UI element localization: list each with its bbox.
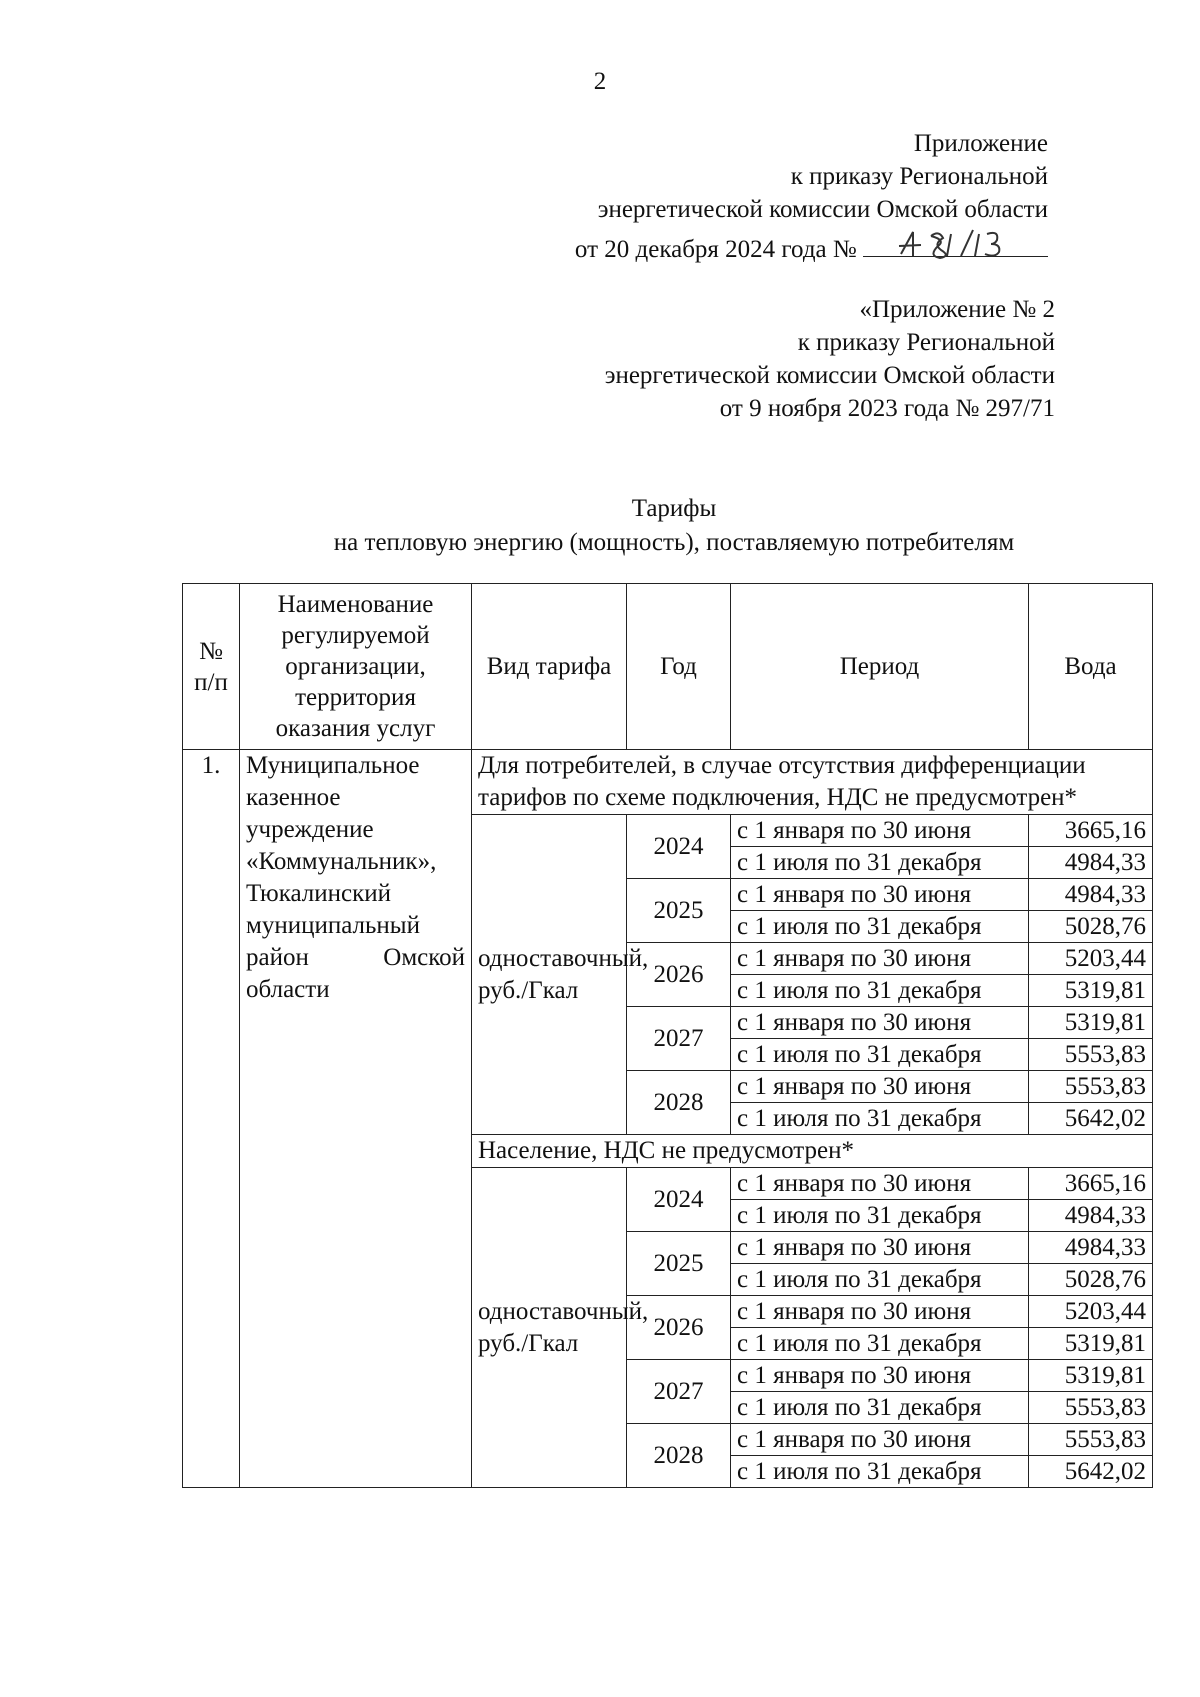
- year-cell: 2024: [627, 1168, 731, 1232]
- period-cell: с 1 июля по 31 декабря: [731, 1200, 1029, 1232]
- tariff-kind: одноставочный, руб./Гкал: [472, 1168, 627, 1488]
- period-cell: с 1 января по 30 июня: [731, 1296, 1029, 1328]
- year-cell: 2027: [627, 1360, 731, 1424]
- year-cell: 2026: [627, 1296, 731, 1360]
- appendix-current-date: от 20 декабря 2024 года №: [574, 236, 857, 263]
- title-line2: на тепловую энергию (мощность), поставляемую потребителям: [333, 529, 1015, 556]
- period-cell: с 1 января по 30 июня: [731, 1168, 1029, 1200]
- period-cell: с 1 января по 30 июня: [731, 1232, 1029, 1264]
- year-cell: 2024: [627, 815, 731, 879]
- water-value-cell: 4984,33: [1029, 847, 1153, 879]
- header-water: Вода: [1029, 584, 1153, 750]
- period-cell: с 1 января по 30 июня: [731, 1424, 1029, 1456]
- handwritten-order-number-signature: [891, 226, 1021, 260]
- period-cell: с 1 июля по 31 декабря: [731, 847, 1029, 879]
- water-value-cell: 5553,83: [1029, 1424, 1153, 1456]
- appendix-current-line2: к приказу Региональной: [790, 163, 1048, 190]
- year-cell: 2028: [627, 1071, 731, 1135]
- period-cell: с 1 января по 30 июня: [731, 1360, 1029, 1392]
- year-cell: 2027: [627, 1007, 731, 1071]
- water-value-cell: 5553,83: [1029, 1071, 1153, 1103]
- water-value-cell: 5319,81: [1029, 1007, 1153, 1039]
- year-cell: 2025: [627, 879, 731, 943]
- water-value-cell: 5553,83: [1029, 1392, 1153, 1424]
- year-cell: 2028: [627, 1424, 731, 1488]
- appendix-original: [605, 293, 1055, 425]
- period-cell: с 1 января по 30 июня: [731, 815, 1029, 847]
- period-cell: с 1 января по 30 июня: [731, 1007, 1029, 1039]
- group-title: Для потребителей, в случае отсутствия дифференциации тарифов по схеме подключения, НДС не предусмотрен*: [472, 750, 1153, 815]
- period-cell: с 1 июля по 31 декабря: [731, 1392, 1029, 1424]
- water-value-cell: 5319,81: [1029, 975, 1153, 1007]
- water-value-cell: 4984,33: [1029, 1232, 1153, 1264]
- period-cell: с 1 июля по 31 декабря: [731, 911, 1029, 943]
- water-value-cell: 5028,76: [1029, 1264, 1153, 1296]
- tariff-kind: одноставочный, руб./Гкал: [472, 815, 627, 1135]
- water-value-cell: 4984,33: [1029, 879, 1153, 911]
- handwritten-order-number: [863, 226, 1048, 257]
- header-num: № п/п: [183, 584, 240, 750]
- header-year: Год: [627, 584, 731, 750]
- group-title: Население, НДС не предусмотрен*: [472, 1135, 1153, 1168]
- header-period: Период: [731, 584, 1029, 750]
- period-cell: с 1 июля по 31 декабря: [731, 1456, 1029, 1488]
- appendix-current-line4: [575, 226, 1048, 266]
- water-value-cell: 5553,83: [1029, 1039, 1153, 1071]
- document-title: [0, 492, 1200, 560]
- period-cell: с 1 июля по 31 декабря: [731, 1328, 1029, 1360]
- table-header-row: [183, 584, 1153, 750]
- period-cell: с 1 июля по 31 декабря: [731, 1264, 1029, 1296]
- tariff-table: [182, 583, 1153, 1488]
- water-value-cell: 5028,76: [1029, 911, 1153, 943]
- water-value-cell: 5203,44: [1029, 943, 1153, 975]
- water-value-cell: 5642,02: [1029, 1456, 1153, 1488]
- water-value-cell: 4984,33: [1029, 1200, 1153, 1232]
- water-value-cell: 3665,16: [1029, 815, 1153, 847]
- appendix-original-line3: энергетической комиссии Омской области: [604, 362, 1055, 389]
- water-value-cell: 5319,81: [1029, 1360, 1153, 1392]
- title-line1: Тарифы: [631, 495, 717, 522]
- appendix-original-line1: «Приложение № 2: [859, 296, 1055, 323]
- period-cell: с 1 января по 30 июня: [731, 943, 1029, 975]
- header-org: Наименование регулируемой организации, территория оказания услуг: [240, 584, 472, 750]
- period-cell: с 1 января по 30 июня: [731, 879, 1029, 911]
- header-kind: Вид тарифа: [472, 584, 627, 750]
- row-number: 1.: [183, 750, 240, 1488]
- appendix-current-line1: Приложение: [913, 130, 1048, 157]
- water-value-cell: 5319,81: [1029, 1328, 1153, 1360]
- page-number: 2: [593, 68, 607, 95]
- year-cell: 2025: [627, 1232, 731, 1296]
- period-cell: с 1 июля по 31 декабря: [731, 1039, 1029, 1071]
- water-value-cell: 3665,16: [1029, 1168, 1153, 1200]
- organization-name: Муниципальное казенное учреждение «Коммунальник», Тюкалинский муниципальный район Омской области: [240, 750, 472, 1488]
- water-value-cell: 5642,02: [1029, 1103, 1153, 1135]
- appendix-original-line4: от 9 ноября 2023 года № 297/71: [719, 395, 1055, 422]
- appendix-current: [575, 127, 1048, 266]
- group-title-row: [183, 750, 1153, 815]
- water-value-cell: 5203,44: [1029, 1296, 1153, 1328]
- period-cell: с 1 июля по 31 декабря: [731, 1103, 1029, 1135]
- period-cell: с 1 января по 30 июня: [731, 1071, 1029, 1103]
- period-cell: с 1 июля по 31 декабря: [731, 975, 1029, 1007]
- year-cell: 2026: [627, 943, 731, 1007]
- appendix-current-line3: энергетической комиссии Омской области: [597, 196, 1048, 223]
- appendix-original-line2: к приказу Региональной: [797, 329, 1055, 356]
